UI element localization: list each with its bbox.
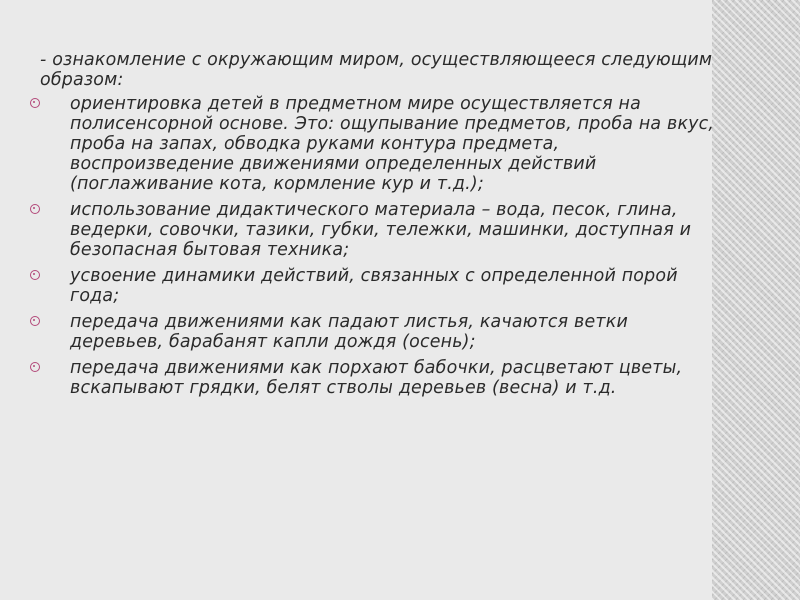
- list-item-text: использование дидактического материала – вода, песок, глина, ведерки, совочки, тазики, губки, тележки, машинки, доступная и безопасная бытовая техника;: [70, 200, 692, 260]
- intro-text: - ознакомление с окружающим миром, осуществляющееся следующим образом:: [40, 50, 713, 90]
- slide-content: [30, 50, 720, 404]
- circle-bullet-icon: [30, 204, 40, 214]
- circle-bullet-icon: [30, 270, 40, 280]
- list-item: [30, 94, 720, 194]
- list-item: [30, 266, 720, 306]
- bullet-list: [30, 94, 720, 398]
- list-item-text: ориентировка детей в предметном мире осуществляется на полисенсорной основе. Это: ощупывание предметов, проба на вкус, проба на запах, обводка руками контура предмета, воспроизведение движениями определенных действий (поглаживание кота, кормление кур и т.д.);: [70, 94, 715, 194]
- circle-bullet-icon: [30, 362, 40, 372]
- circle-bullet-icon: [30, 98, 40, 108]
- list-item: [30, 200, 720, 260]
- list-item: [30, 358, 720, 398]
- list-item-text: передача движениями как падают листья, качаются ветки деревьев, барабанят капли дождя (осень);: [70, 312, 628, 352]
- list-item: [30, 312, 720, 352]
- circle-bullet-icon: [30, 316, 40, 326]
- list-item-text: передача движениями как порхают бабочки, расцветают цветы, вскапывают грядки, белят стволы деревьев (весна) и т.д.: [70, 358, 683, 398]
- decorative-side-strip: [712, 0, 800, 600]
- list-item-text: усвоение динамики действий, связанных с определенной порой года;: [70, 266, 678, 306]
